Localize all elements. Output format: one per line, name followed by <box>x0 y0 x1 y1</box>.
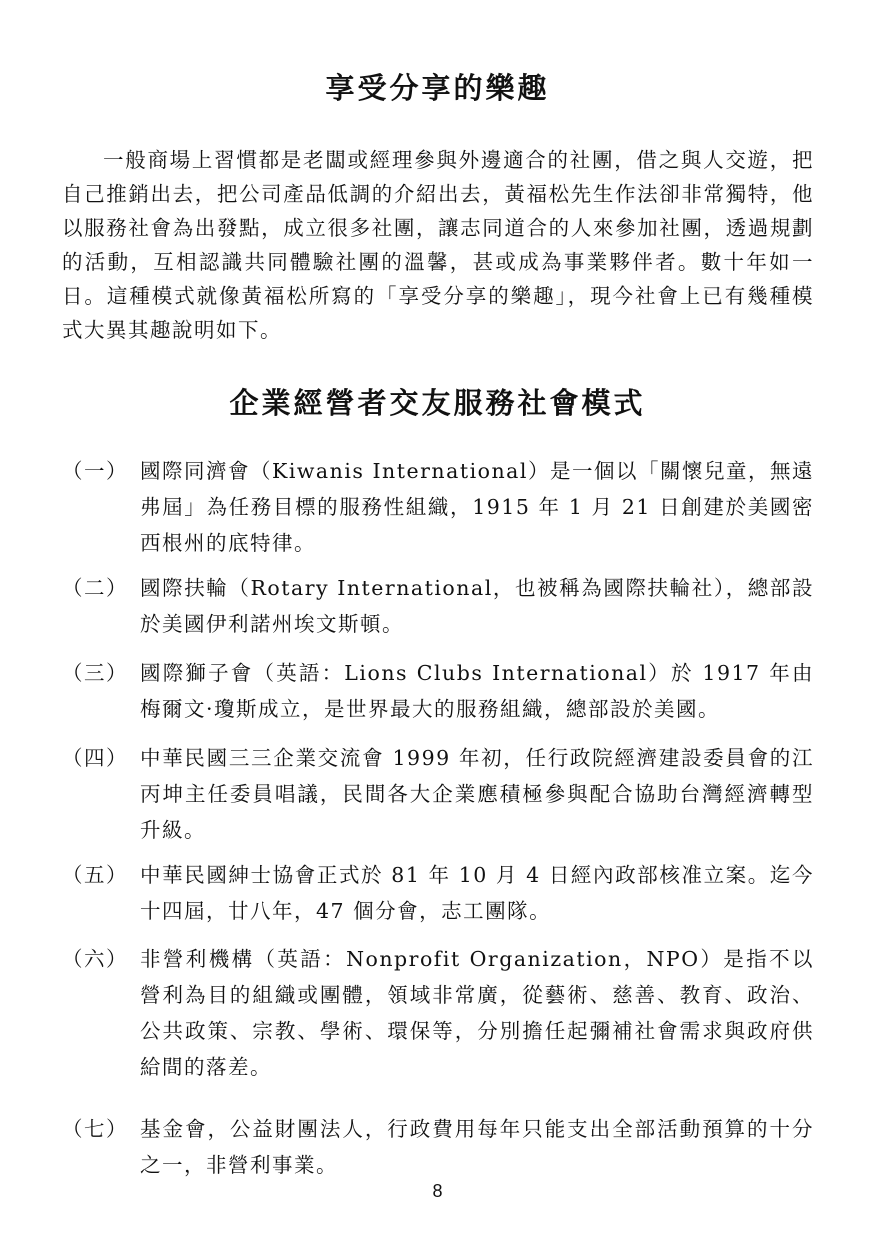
list-item <box>62 1111 814 1183</box>
item-text: 基金會，公益財團法人，行政費用每年只能支出全部活動預算的十分之一，非營利事業。 <box>140 1117 814 1177</box>
list-item <box>62 740 814 848</box>
item-number: （四） <box>62 746 128 770</box>
item-number: （一） <box>62 459 128 483</box>
item-number: （二） <box>62 576 128 600</box>
item-number: （五） <box>62 863 128 887</box>
page-number: 8 <box>432 1181 443 1201</box>
list-item <box>62 941 814 1085</box>
item-text: 國際扶輪（Rotary International，也被稱為國際扶輪社），總部設於美國伊利諾州埃文斯頓。 <box>140 576 814 636</box>
page-title: 享受分享的樂趣 <box>325 71 550 105</box>
item-text: 中華民國三三企業交流會 1999 年初，任行政院經濟建設委員會的江丙坤主任委員唱議，民間各大企業應積極參與配合協助台灣經濟轉型升級。 <box>140 746 814 842</box>
item-number: （七） <box>62 1117 128 1141</box>
list-item <box>62 453 814 561</box>
list-item <box>62 857 814 929</box>
item-number: （三） <box>62 661 128 685</box>
section-title: 企業經營者交友服務社會模式 <box>229 386 646 420</box>
list-item <box>62 655 814 727</box>
list-item <box>62 570 814 642</box>
item-text: 中華民國紳士協會正式於 81 年 10 月 4 日經內政部核准立案。迄今十四屆，廿八年，47 個分會，志工團隊。 <box>140 863 814 923</box>
item-text: 國際獅子會（英語：Lions Clubs International）於 1917 年由梅爾文·瓊斯成立，是世界最大的服務組織，總部設於美國。 <box>140 661 814 721</box>
item-text: 國際同濟會（Kiwanis International）是一個以「關懷兒童，無遠弗屆」為任務目標的服務性組織，1915 年 1 月 21 日創建於美國密西根州的底特律。 <box>140 459 814 555</box>
item-text: 非營利機構（英語：Nonprofit Organization，NPO）是指不以營利為目的組織或團體，領域非常廣，從藝術、慈善、教育、政治、公共政策、宗教、學術、環保等，分別擔任起彌補社會需求與政府供給間的落差。 <box>140 947 814 1079</box>
intro-paragraph: 一般商場上習慣都是老闆或經理參與外邊適合的社團，借之與人交遊，把自己推銷出去，把公司產品低調的介紹出去，黃福松先生作法卻非常獨特，他以服務社會為出發點，成立很多社團，讓志同道合的人來參加社團，透過規劃的活動，互相認識共同體驗社團的溫馨，甚或成為事業夥伴者。數十年如一日。這種模式就像黃福松所寫的「享受分享的樂趣」，現今社會上已有幾種模式大異其趣說明如下。 <box>62 148 814 342</box>
item-number: （六） <box>62 947 128 971</box>
